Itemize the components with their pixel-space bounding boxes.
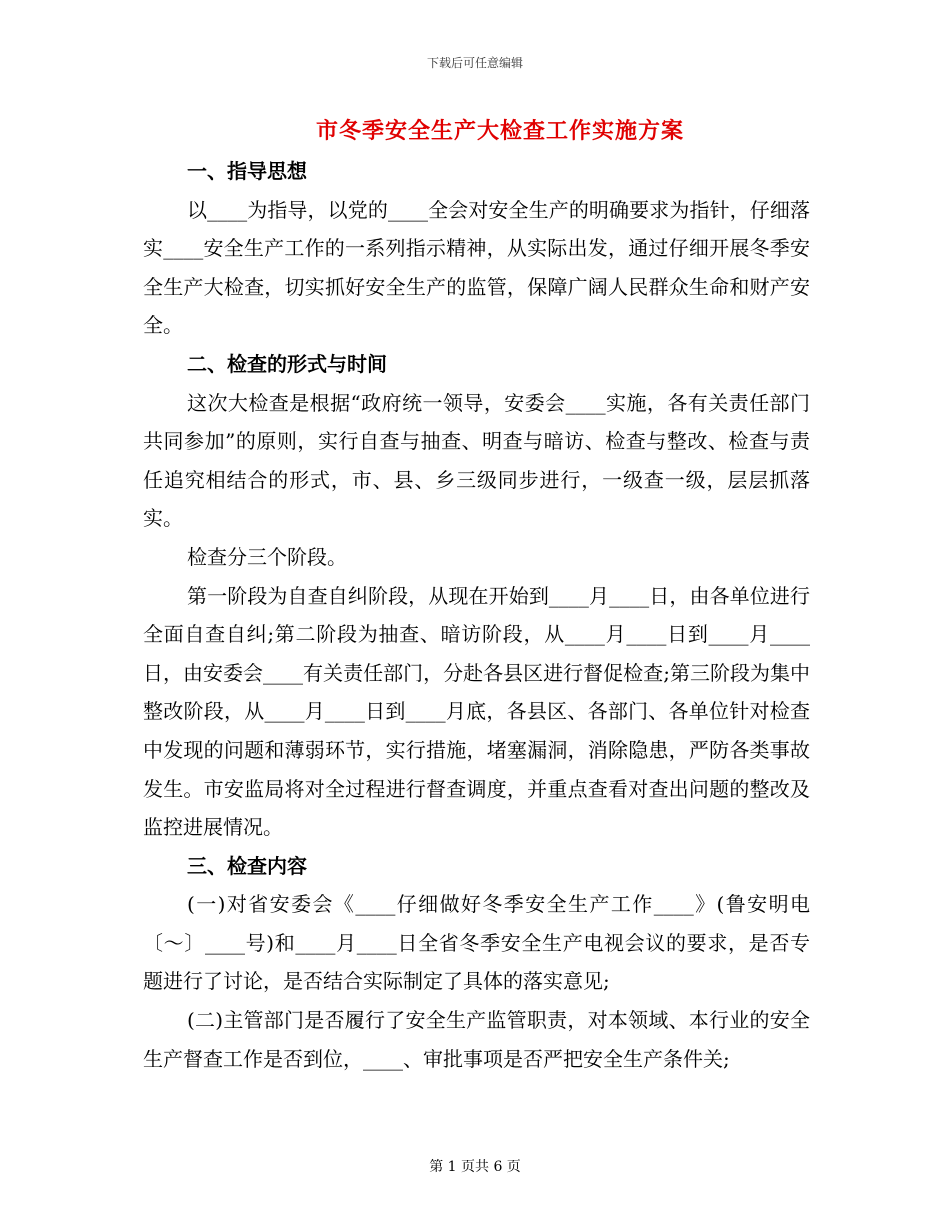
paragraph: 第一阶段为自查自纠阶段，从现在开始到____月____日，由各单位进行全面自查自纠;第二阶段为抽查、暗访阶段，从____月____日到____月____日，由安委会____有关责任部门，分赴各县区进行督促检查;第三阶段为集中整改阶段，从____月____日到____月底，各县区、各部门、各单位针对检查中发现的问题和薄弱环节，实行措施，堵塞漏洞，消除隐患，严防各类事故发生。市安监局将对全过程进行督查调度，并重点查看对查出问题的整改及监控进展情况。: [143, 583, 810, 840]
document-body: [143, 152, 810, 1078]
paragraph: 这次大检查是根据“政府统一领导，安委会____实施，各有关责任部门共同参加”的原则，实行自查与抽查、明查与暗访、检查与整改、检查与责任追究相结合的形式，市、县、乡三级同步进行，一级查一级，层层抓落实。: [143, 390, 810, 531]
paragraph: 检查分三个阶段。: [187, 544, 347, 569]
section-heading-form-and-time: 二、检查的形式与时间: [187, 351, 387, 376]
document-title: 市冬季安全生产大检查工作实施方案: [315, 118, 684, 144]
paragraph: 以____为指导，以党的____全会对安全生产的明确要求为指针，仔细落实____安全生产工作的一系列指示精神，从实际出发，通过仔细开展冬季安全生产大检查，切实抓好安全生产的监管，保障广阔人民群众生命和财产安全。: [143, 197, 810, 338]
page-footer: 第 1 页共 6 页: [429, 1159, 521, 1175]
section-heading-guiding-ideology: 一、指导思想: [187, 159, 307, 183]
header-note: 下载后可任意编辑: [426, 56, 523, 70]
paragraph: (一)对省安委会《____仔细做好冬季安全生产工作____》(鲁安明电〔～〕____号)和____月____日全省冬季安全生产电视会议的要求，是否专题进行了讨论，是否结合实际制定了具体的落实意见;: [143, 892, 810, 994]
section-heading-inspection-content: 三、检查内容: [187, 853, 307, 878]
paragraph: (二)主管部门是否履行了安全生产监管职责，对本领域、本行业的安全生产督查工作是否到位，____、审批事项是否严把安全生产条件关;: [143, 1008, 810, 1071]
